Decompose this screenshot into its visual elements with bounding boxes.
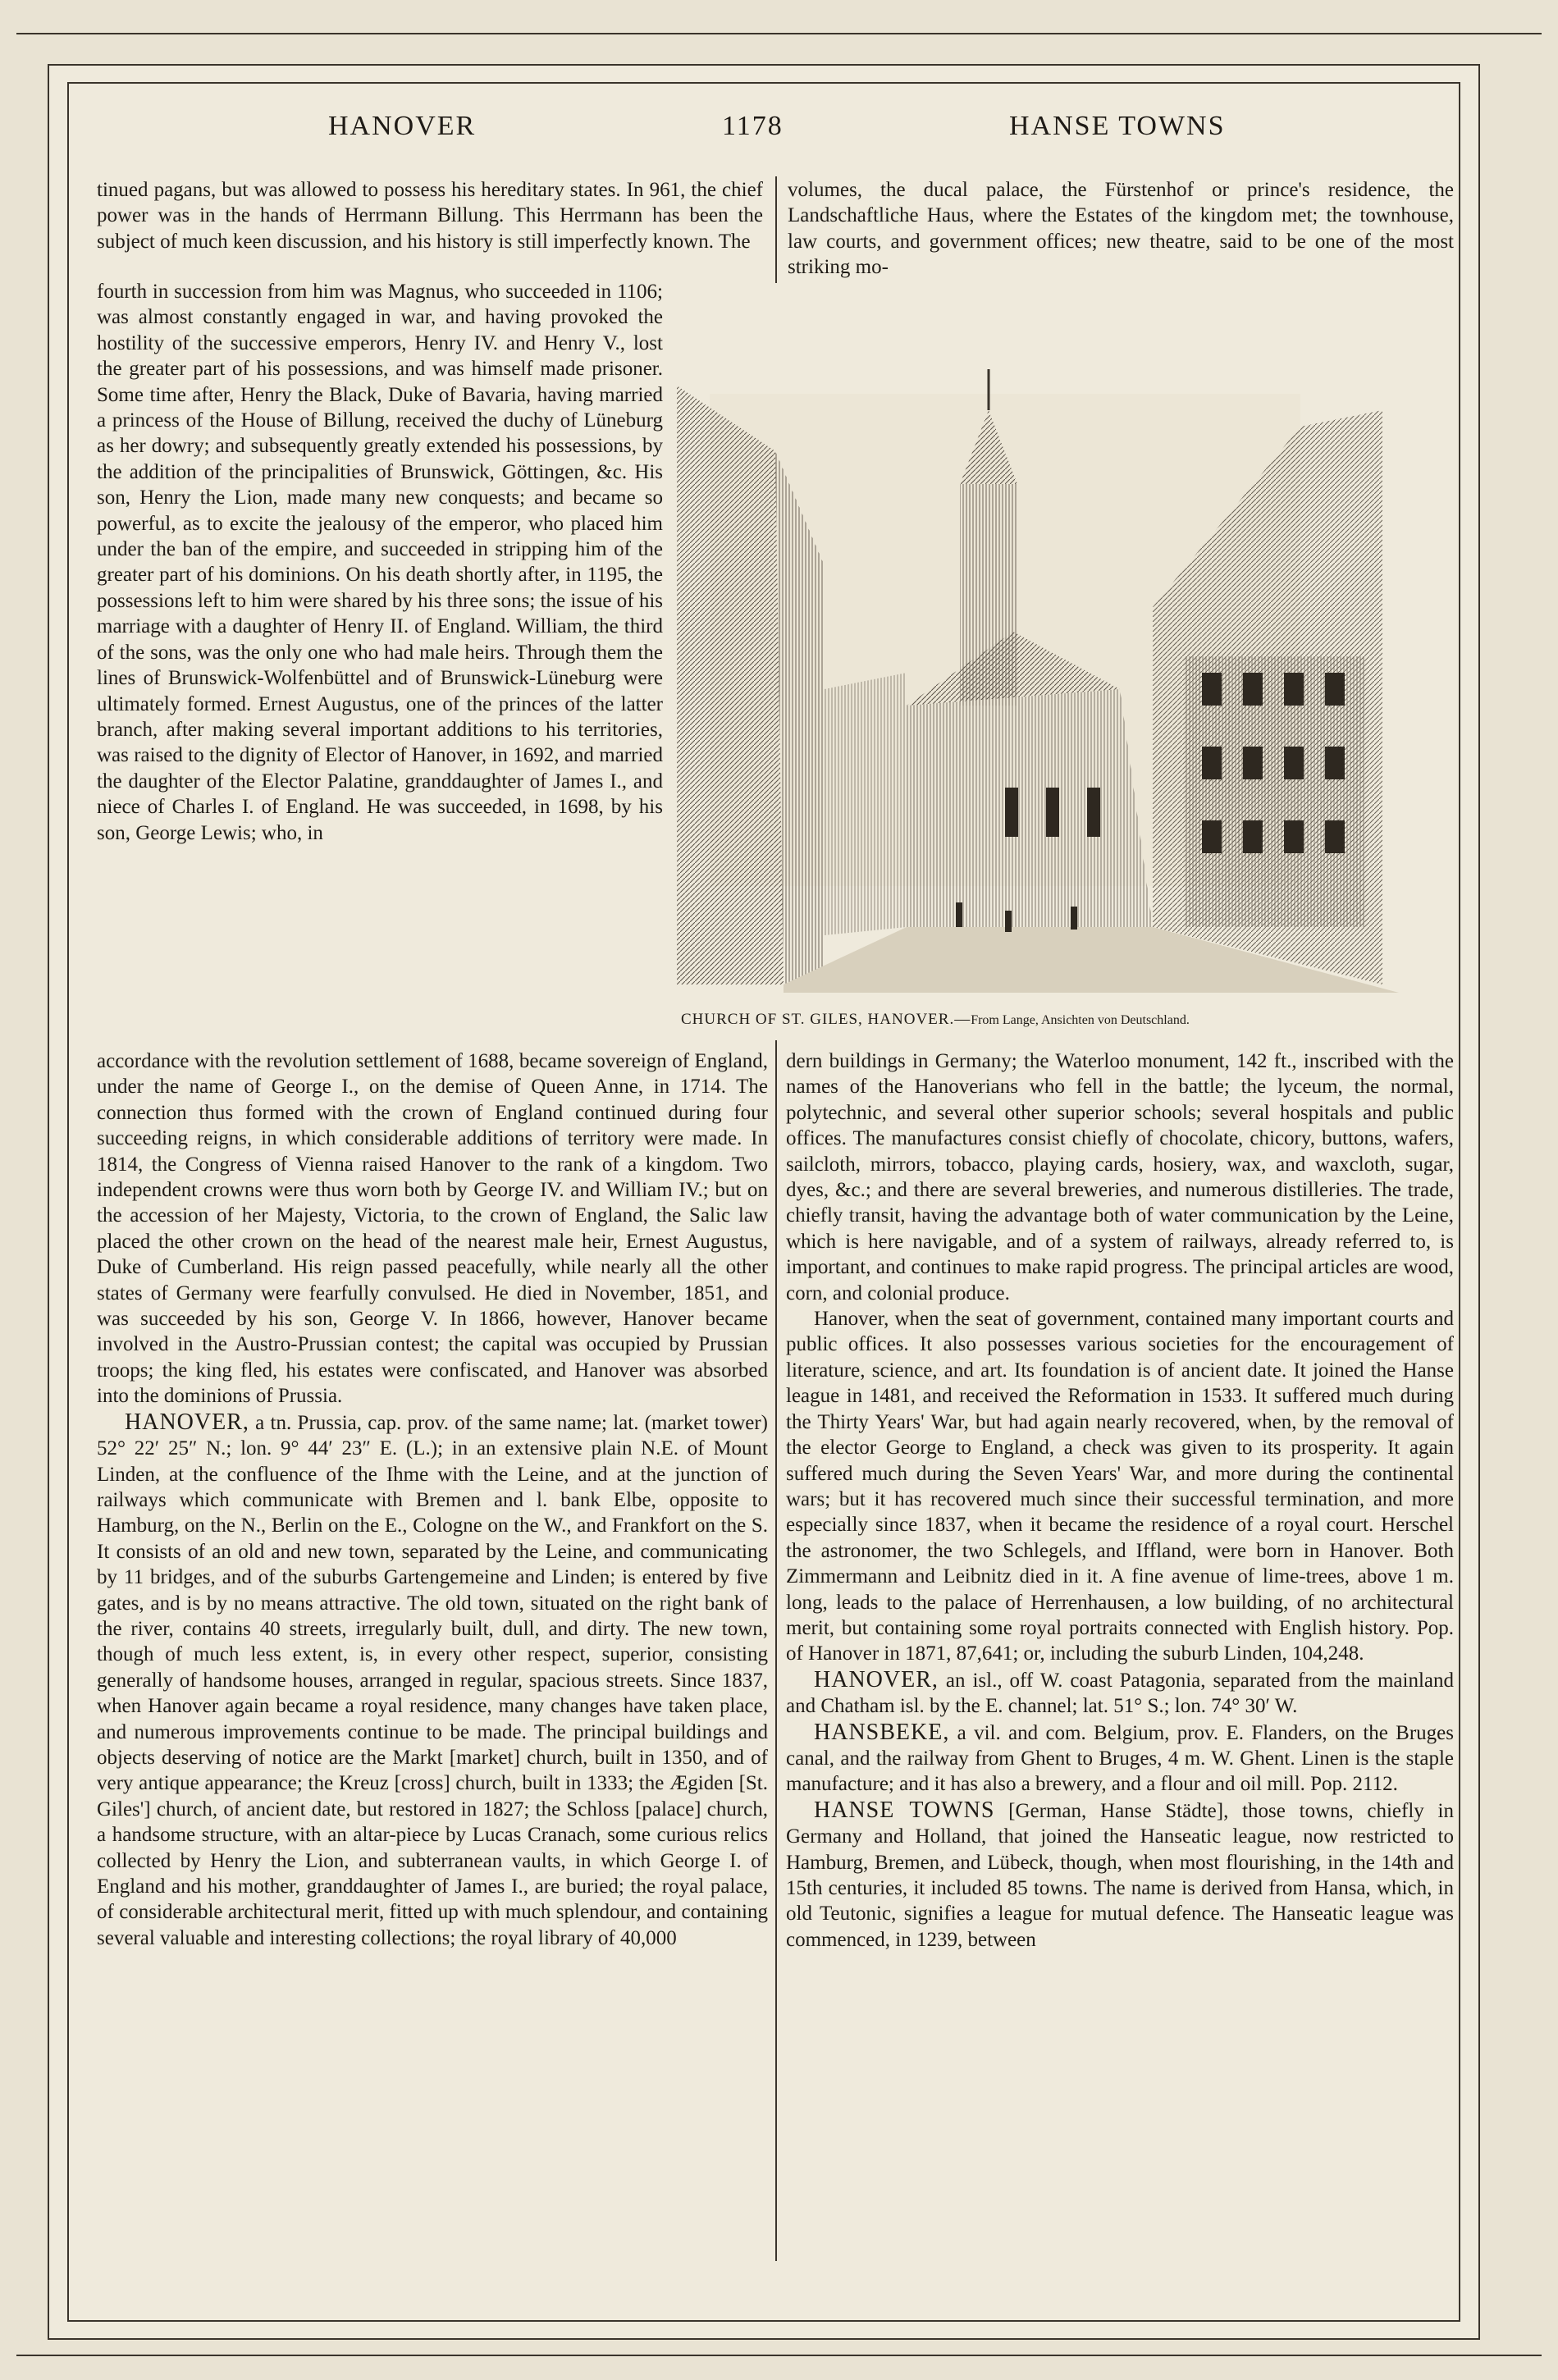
paragraph: Hanover, when the seat of government, contained many important courts and public offices. It also possesses various societies for the encouragement of literature, science, and art. Its foundation is of ancient date. It joined the Hanse league in 1481, and received the Reformation in 1533. It suffered much during the Thirty Years' War, but had again nearly recovered, when, by the removal of the elector George to England, a check was given to its prosperity. It again suffered much during the Seven Years' War, and more during the continental wars; but it has recovered much since their successful termination, and more especially since 1837, when it became the residence of a royal court. Herschel the astronomer, the two Schlegels, and Iffland, were born in Hanover. Both Zimmermann and Leibnitz died in it. A fine avenue of lime-trees, above 1 m. long, leads to the palace of Herrenhausen, a low building, of no architectural merit, but containing some royal portraits connected with English history. Pop. of Hanover in 1871, 87,641; or, including the suburb Linden, 104,248. (786, 1308, 1454, 1665)
right-column-top (788, 177, 1454, 281)
entry-hanover-island (786, 1667, 1454, 1720)
figure-caption (681, 1011, 1419, 1029)
entry-hanover (97, 1409, 768, 1952)
caption-title: CHURCH OF ST. GILES, HANOVER.— (681, 1011, 971, 1028)
right-column-main (786, 1048, 1454, 1953)
page-edge-rule-bottom (16, 2355, 1542, 2356)
headword: HANOVER, (125, 1409, 249, 1435)
column-divider-top (775, 176, 777, 283)
headword: HANSBEKE, (814, 1719, 950, 1745)
page-number: 1178 (722, 111, 784, 141)
headword: HANSE TOWNS (814, 1797, 995, 1823)
entry-hansbeke (786, 1720, 1454, 1798)
caption-source: From Lange, Ansichten von Deutschland. (971, 1013, 1190, 1027)
entry-hanse-towns (786, 1798, 1454, 1953)
paragraph: volumes, the ducal palace, the Fürstenhof or prince's residence, the Landschaftliche Haus, where the Estates of the kingdom met; the townhouse, law courts, and government offices; new theatre, said to be one of the most striking mo- (788, 179, 1454, 279)
header-right: HANSE TOWNS (1009, 111, 1226, 141)
paragraph: dern buildings in Germany; the Waterloo monument, 142 ft., inscribed with the names of the Hanoverians who fell in the battle; the lyceum, the normal, polytechnic, and several other superior schools; several hospitals and public offices. The manufactures consist chiefly of chocolate, chicory, buttons, wafers, sailcloth, mirrors, tobacco, playing cards, hosiery, wax, and waxcloth, sugar, dyes, &c.; and there are several breweries, and numerous distilleries. The trade, chiefly transit, having the advantage both of water communication by the Leine, which is here navigable, and of a system of railways, already referred to, is important, and continues to make rapid progress. The principal articles are wood, corn, and colonial produce. (786, 1050, 1454, 1304)
running-header (49, 103, 1478, 152)
left-column-top (97, 177, 763, 254)
page-edge-rule (16, 33, 1542, 34)
entry-text: a vil. and com. Belgium, prov. E. Flanders, on the Bruges canal, and the railway from Ghent to Bruges, 4 m. W. Ghent. Linen is the staple manufacture; and it has also a brewery, and a flour and oil mill. Pop. 2112. (786, 1721, 1454, 1796)
headword: HANOVER, (814, 1666, 939, 1692)
entry-text: an isl., off W. coast Patagonia, separated from the mainland and Chatham isl. by the E. channel; lat. 51° S.; lon. 74° 30′ W. (786, 1669, 1454, 1718)
header-left: HANOVER (328, 111, 477, 141)
left-column-wrap (97, 279, 663, 846)
paragraph: accordance with the revolution settlement of 1688, became sovereign of England, under the name of George I., on the demise of Queen Anne, in 1714. The connection thus formed with the crown of England continued during four succeeding reigns, in which considerable additions of territory were made. In 1814, the Congress of Vienna raised Hanover to the rank of a kingdom. Two independent crowns were thus worn both by George IV. and William IV.; but on the accession of her Majesty, Victoria, to the crown of England, the Salic law placed the other crown on the head of the nearest male heir, Ernest Augustus, Duke of Cumberland. His reign passed peacefully, while nearly all the other states of Germany were fearfully convulsed. He died in November, 1851, and was succeeded by his son, George V. In 1866, however, Hanover became involved in the Austro-Prussian contest; the capital was occupied by Prussian troops; the king fled, his estates were confiscated, and Hanover was absorbed into the dominions of Prussia. (97, 1050, 768, 1408)
left-column-main (97, 1048, 768, 1951)
illustration (660, 361, 1415, 993)
column-divider (775, 1040, 777, 2261)
entry-text: a tn. Prussia, cap. prov. of the same name; lat. (market tower) 52° 22′ 25″ N.; lon. 9° 44′ 23″ E. (L.); in an extensive plain N.E. of Mount Linden, at the confluence of the Ihme with the Leine, and at the junction of railways which communicate with Bremen and l. bank Elbe, opposite to Hamburg, on the N., Berlin on the E., Cologne on the W., and Frankfort on the S. It consists of an old and new town, separated by the Leine, and communicating by 11 bridges, and of the suburbs Gartengemeine and Linden; is entered by five gates, and is by no means attractive. The old town, situated on the right bank of the river, contains 40 streets, irregularly built, dull, and dirty. The new town, though of much less extent, is, in every other respect, superior, consisting generally of handsome houses, arranged in regular, spacious streets. Since 1837, when Hanover again became a royal residence, many changes have taken place, and numerous improvements continue to be made. The principal buildings and objects deserving of notice are the Markt [market] church, built in 1350, and of very antique appearance; the Kreuz [cross] church, built in 1333; the Ægiden [St. Giles'] church, of ancient date, but restored in 1827; the Schloss [palace] church, a handsome structure, with an altar-piece by Lucas Cranach, some curious relics collected by Henry the Lion, and subterranean vaults, in which George I. of England and his mother, granddaughter of James I., are buried; the royal palace, of considerable architectural merit, fitted up with much splendour, and containing several valuable and interesting collections; the royal library of 40,000 (97, 1411, 768, 1949)
paragraph: tinued pagans, but was allowed to possess his hereditary states. In 961, the chief power was in the hands of Herrmann Billung. This Herrmann has been the subject of much keen discussion, and his history is still imperfectly known. The (97, 179, 763, 253)
engraving-church-of-st-giles (660, 361, 1415, 993)
paragraph: fourth in succession from him was Magnus, who succeeded in 1106; was almost constantly engaged in war, and having provoked the hostility of the successive emperors, Henry IV. and Henry V., lost the greater part of his possessions, and was himself made prisoner. Some time after, Henry the Black, Duke of Bavaria, having married a princess of the House of Billung, received the duchy of Lüneburg as her dowry; and subsequently greatly extended his possessions, by the addition of the principalities of Brunswick, Göttingen, &c. His son, Henry the Lion, made many new conquests; and became so powerful, as to excite the jealousy of the emperor, who placed him under the ban of the empire, and succeeded in stripping him of the greater part of his dominions. On his death shortly after, in 1195, the possessions left to him were shared by his three sons; the issue of his marriage with a daughter of Henry II. of England. William, the third of the sons, was the only one who had male heirs. Through them the lines of Brunswick-Wolfenbüttel and of Brunswick-Lüneburg were ultimately formed. Ernest Augustus, one of the princes of the latter branch, after making several important additions to his territories, was raised to the dignity of Elector of Hanover, in 1692, and married the daughter of the Elector Palatine, granddaughter of James I., and niece of Charles I. of England. He was succeeded, in 1698, by his son, George Lewis; who, in (97, 281, 663, 844)
entry-text: [German, Hanse Städte], those towns, chiefly in Germany and Holland, that joined the Hanseatic league, now restricted to Hamburg, Bremen, and Lübeck, though, when most flourishing, in the 14th and 15th centuries, it included 85 towns. The name is derived from Hansa, which, in old Teutonic, signifies a league for mutual defence. The Hanseatic league was commenced, in 1239, between (786, 1799, 1454, 1951)
